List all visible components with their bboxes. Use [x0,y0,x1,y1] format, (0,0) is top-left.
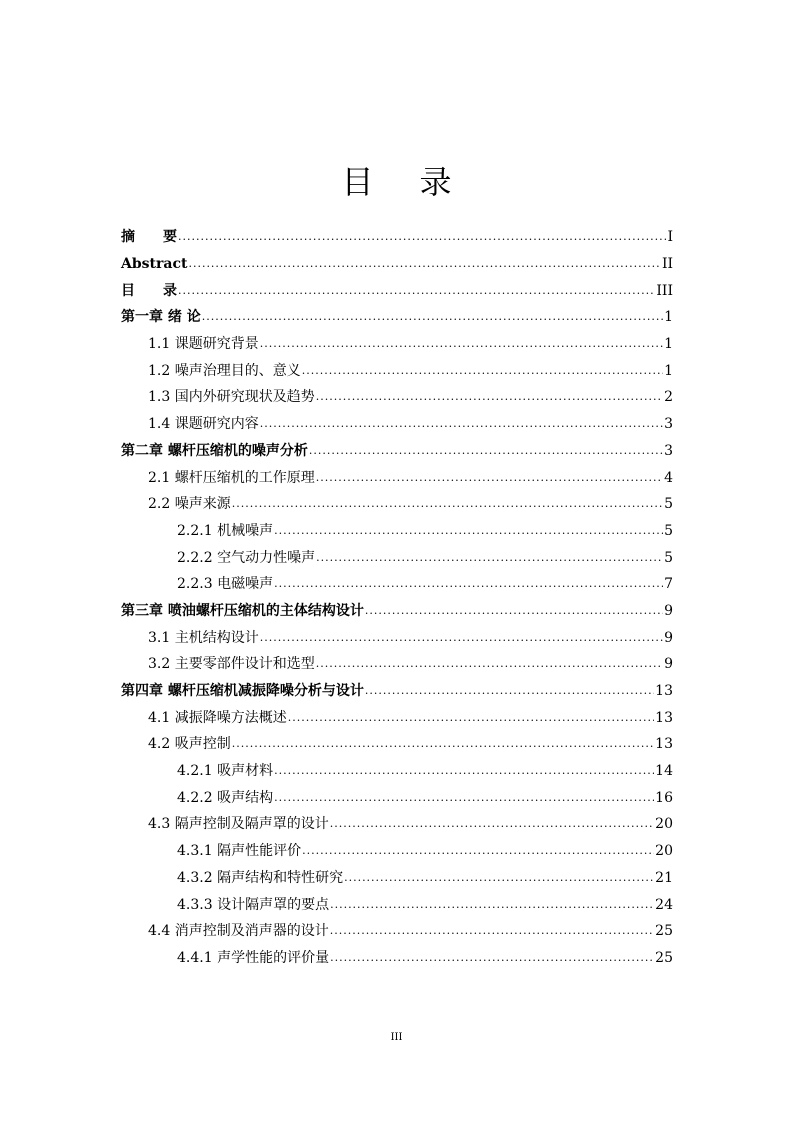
toc-entry[interactable] [121,704,673,731]
toc-leader-dots [330,896,654,914]
toc-entry-label: 第二章 螺杆压缩机的噪声分析 [121,442,308,459]
toc-leader-dots [288,709,654,727]
toc-leader-dots [316,655,663,673]
toc-entry[interactable] [121,357,673,384]
toc-entry[interactable] [121,224,673,251]
toc-entry[interactable] [121,331,673,358]
toc-entry-page: 1 [664,309,673,326]
toc-leader-dots [178,282,655,300]
toc-entry-page: 9 [664,656,673,673]
toc-entry-label: 3.2 主要零部件设计和选型 [148,656,315,673]
toc-leader-dots [330,815,654,833]
toc-entry[interactable] [121,384,673,411]
table-of-contents [121,224,673,971]
toc-leader-dots [365,682,654,700]
page-title: 目录 [341,163,498,201]
toc-entry-page: 5 [664,496,673,513]
toc-entry-page: II [661,256,673,273]
toc-leader-dots [309,442,663,460]
toc-entry-page: 13 [655,736,673,753]
toc-entry-page: 9 [664,602,673,619]
toc-entry[interactable] [121,598,673,625]
toc-entry[interactable] [121,624,673,651]
toc-leader-dots [232,495,663,513]
toc-entry[interactable] [121,464,673,491]
toc-leader-dots [188,255,660,273]
toc-entry-page: 1 [664,362,673,379]
toc-entry-page: 5 [664,549,673,566]
toc-leader-dots [260,629,663,647]
toc-entry-label: 2.2.3 电磁噪声 [177,576,274,593]
toc-entry[interactable] [121,411,673,438]
toc-leader-dots [365,602,663,620]
toc-entry[interactable] [121,251,673,278]
toc-entry[interactable] [121,544,673,571]
toc-entry[interactable] [121,918,673,945]
toc-entry-page: 9 [664,629,673,646]
toc-entry[interactable] [121,304,673,331]
toc-entry-page: 5 [664,522,673,539]
toc-entry-page: 14 [655,763,673,780]
toc-leader-dots [344,869,654,887]
toc-entry-page: 1 [664,336,673,353]
toc-entry[interactable] [121,277,673,304]
toc-leader-dots [302,842,654,860]
toc-entry-label: 目录 [121,282,177,299]
toc-leader-dots [316,388,663,406]
toc-leader-dots [260,335,663,353]
toc-entry-label: 4.3 隔声控制及隔声罩的设计 [148,816,329,833]
toc-entry[interactable] [121,438,673,465]
toc-leader-dots [274,789,654,807]
toc-entry[interactable] [121,731,673,758]
toc-entry-page: 4 [664,469,673,486]
toc-entry-label: 摘要 [121,229,177,246]
toc-leader-dots [274,575,663,593]
toc-entry-page: 24 [655,896,673,913]
toc-entry-label: 4.3.1 隔声性能评价 [177,843,302,860]
toc-leader-dots [330,922,654,940]
toc-entry-label: 1.3 国内外研究现状及趋势 [148,389,315,406]
toc-leader-dots [330,949,654,967]
toc-entry-page: 21 [655,869,673,886]
toc-entry-label: 4.4 消声控制及消声器的设计 [148,923,329,940]
toc-leader-dots [232,735,654,753]
toc-entry-page: 13 [655,683,673,700]
toc-entry[interactable] [121,651,673,678]
toc-entry-page: 13 [655,709,673,726]
toc-leader-dots [274,762,654,780]
toc-leader-dots [274,522,663,540]
toc-entry-label: 2.2.1 机械噪声 [177,522,274,539]
toc-entry[interactable] [121,891,673,918]
toc-entry-page: 25 [655,923,673,940]
toc-entry[interactable] [121,491,673,518]
toc-entry-label: 4.3.2 隔声结构和特性研究 [177,869,344,886]
toc-entry[interactable] [121,811,673,838]
toc-entry-page: I [667,229,673,246]
toc-entry-label: 第三章 喷油螺杆压缩机的主体结构设计 [121,602,364,619]
toc-entry-page: 20 [655,843,673,860]
toc-leader-dots [316,469,663,487]
toc-leader-dots [178,228,666,246]
toc-entry-page: 3 [664,442,673,459]
toc-entry-label: 2.2 噪声来源 [148,496,231,513]
toc-entry-label: 4.4.1 声学性能的评价量 [177,949,330,966]
toc-entry-label: 2.1 螺杆压缩机的工作原理 [148,469,315,486]
toc-entry-label: 1.4 课题研究内容 [148,416,259,433]
toc-entry[interactable] [121,758,673,785]
toc-entry-page: III [656,282,673,299]
toc-entry[interactable] [121,945,673,972]
toc-entry[interactable] [121,678,673,705]
toc-entry-page: 20 [655,816,673,833]
toc-entry-label: 4.1 减振降噪方法概述 [148,709,287,726]
toc-entry[interactable] [121,838,673,865]
toc-entry-label: Abstract [121,256,188,273]
toc-entry[interactable] [121,571,673,598]
toc-entry-page: 2 [664,389,673,406]
toc-entry-label: 3.1 主机结构设计 [148,629,259,646]
toc-entry[interactable] [121,865,673,892]
toc-entry-label: 1.2 噪声治理目的、意义 [148,362,301,379]
toc-entry-label: 2.2.2 空气动力性噪声 [177,549,316,566]
toc-entry-label: 第四章 螺杆压缩机减振降噪分析与设计 [121,683,364,700]
toc-leader-dots [316,549,663,567]
toc-leader-dots [260,415,663,433]
toc-entry-label: 第一章 绪 论 [121,309,201,326]
toc-entry-page: 3 [664,416,673,433]
page-number: III [390,1032,403,1043]
toc-entry[interactable] [121,518,673,545]
toc-entry[interactable] [121,784,673,811]
toc-entry-page: 25 [655,949,673,966]
toc-entry-label: 4.2 吸声控制 [148,736,231,753]
toc-entry-page: 7 [664,576,673,593]
toc-entry-label: 4.2.1 吸声材料 [177,763,274,780]
toc-entry-label: 4.3.3 设计隔声罩的要点 [177,896,330,913]
toc-entry-label: 1.1 课题研究背景 [148,336,259,353]
toc-leader-dots [302,362,663,380]
toc-entry-page: 16 [655,789,673,806]
toc-entry-label: 4.2.2 吸声结构 [177,789,274,806]
toc-leader-dots [202,308,663,326]
